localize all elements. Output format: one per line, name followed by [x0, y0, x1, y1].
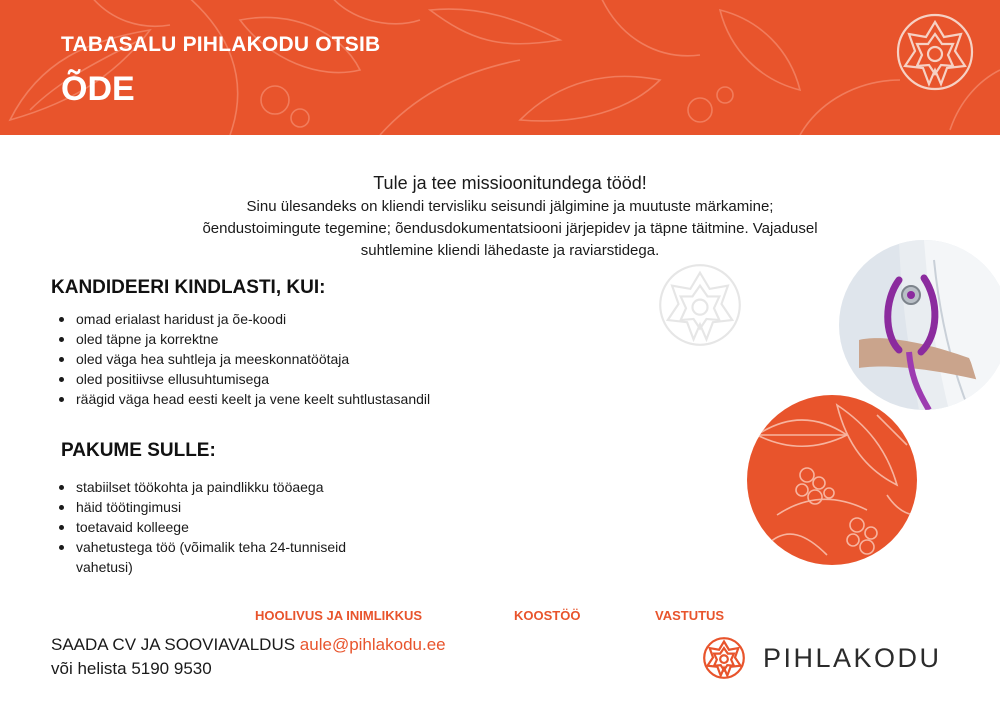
list-item-continuation [51, 557, 346, 577]
value-cooperation: KOOSTÖÖ [514, 608, 581, 623]
list-item: räägid väga head eesti keelt ja vene keelt suhtlustasandil [51, 389, 430, 409]
list-item: oled täpne ja korrektne [51, 329, 430, 349]
requirements-list [51, 309, 430, 409]
contact-block [51, 633, 446, 681]
pihlakodu-logo-icon [702, 636, 746, 680]
list-item: vahetustega töö (võimalik teha 24-tunniseid [51, 537, 346, 557]
offer-title: PAKUME SULLE: [61, 440, 216, 461]
contact-phone: või helista 5190 9530 [51, 659, 212, 678]
faded-star-icon [657, 262, 743, 348]
intro-line: suhtlemine kliendi lähedaste ja raviarstidega. [360, 242, 660, 259]
intro-line: Sinu ülesandeks on kliendi tervisliku seisundi jälgimine ja muutuste märkamine; [246, 198, 774, 215]
company-heading: TABASALU PIHLAKODU OTSIB [61, 33, 381, 56]
value-care: HOOLIVUS JA INIMLIKKUS [255, 608, 423, 623]
intro-line: õendustoimingute tegemine; õendusdokumentatsiooni järjepidev ja täpne täitmine. Vajadusel [202, 220, 818, 237]
offer-list [51, 477, 346, 577]
contact-line-1 [51, 633, 446, 657]
intro-headline: Tule ja tee missioonitundega tööd! [373, 173, 647, 193]
list-item: häid töötingimusi [51, 497, 346, 517]
list-item: stabiilset töökohta ja paindlikku tööaega [51, 477, 346, 497]
stethoscope-illustration [839, 240, 1000, 410]
position-title: ÕDE [61, 70, 135, 108]
list-item-text: vahetusi) [76, 559, 133, 575]
rowan-berries-illustration [747, 395, 917, 565]
pihlakodu-star-icon [895, 12, 975, 92]
header-banner [0, 0, 1000, 135]
email-link[interactable]: aule@pihlakodu.ee [299, 635, 446, 654]
list-item: toetavaid kolleege [51, 517, 346, 537]
list-item: omad erialast haridust ja õe-koodi [51, 309, 430, 329]
list-item: oled väga hea suhtleja ja meeskonnatöötaja [51, 349, 430, 369]
leaf-pattern [0, 0, 1000, 135]
intro-block [100, 170, 920, 262]
contact-prefix: SAADA CV JA SOOVIAVALDUS [51, 635, 300, 654]
value-responsibility: VASTUTUS [655, 608, 725, 623]
requirements-title: KANDIDEERI KINDLASTI, KUI: [51, 277, 326, 298]
rowan-pattern-circle [747, 395, 917, 565]
list-item: oled positiivse ellusuhtumisega [51, 369, 430, 389]
logo-wordmark: PIHLAKODU [763, 643, 942, 673]
doctor-photo [839, 240, 1000, 410]
